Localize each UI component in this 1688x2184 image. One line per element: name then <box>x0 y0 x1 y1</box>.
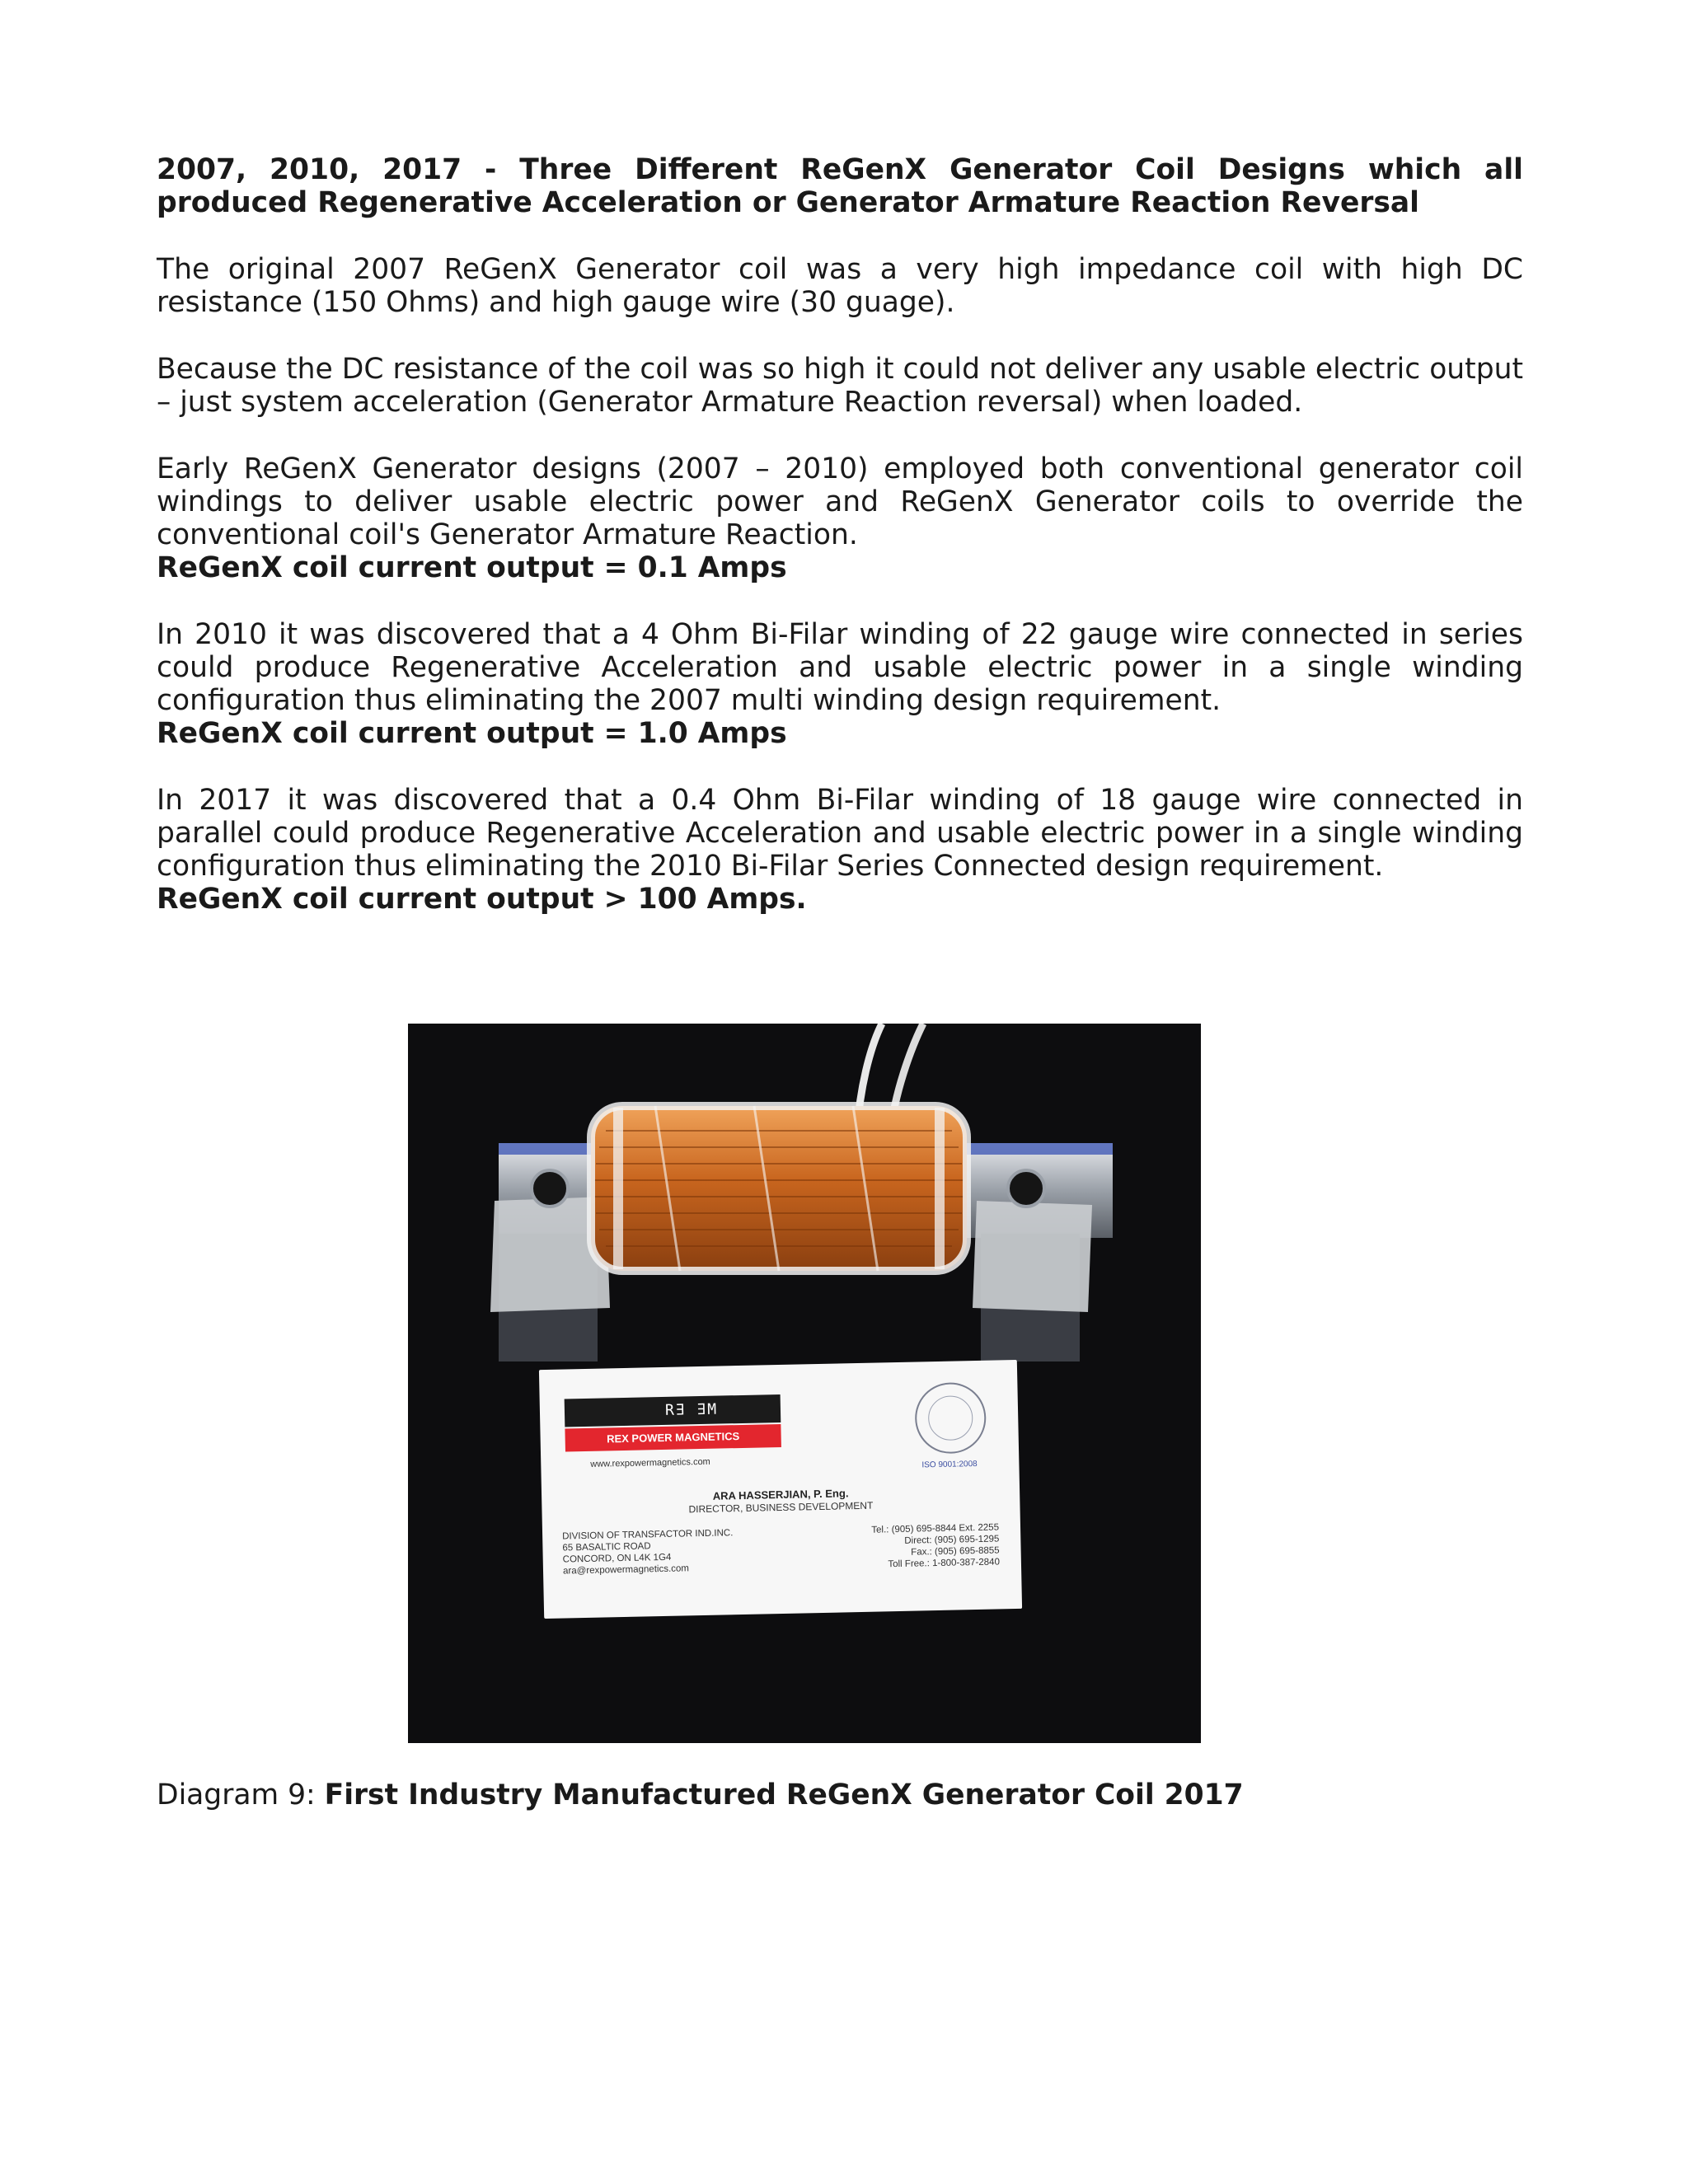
paragraph-early-designs: Early ReGenX Generator designs (2007 – 2010) employed both conventional generator coil windings to deliver usable electric power and ReGenX Generator coils to override the conventional coil's Generator Armature Reaction. <box>157 452 1523 551</box>
current-output-2007: ReGenX coil current output = 0.1 Amps <box>157 551 787 584</box>
card-phone-line: Direct: (905) 695-1295 <box>904 1534 1000 1546</box>
mount-hole-left <box>532 1170 568 1207</box>
paragraph-2010-discovery: In 2010 it was discovered that a 4 Ohm Bi-Filar winding of 22 gauge wire connected in series could produce Regenerative Acceleration and usable electric power in a single winding configuration thus eliminating the 2007 multi winding design requirement. <box>157 618 1523 717</box>
coil-photo <box>408 1024 1201 1743</box>
paragraph-2017-discovery: In 2017 it was discovered that a 0.4 Ohm Bi-Filar winding of 18 gauge wire connected in parallel could produce Regenerative Acceleration and usable electric power in a single winding configuration thus eliminating the 2010 Bi-Filar Series Connected design requirement. <box>157 784 1523 883</box>
card-address-line: 65 BASALTIC ROAD <box>562 1541 651 1554</box>
card-phones <box>871 1521 1000 1570</box>
card-person-name: ARA HASSERJIAN, P. Eng. <box>712 1487 849 1502</box>
card-website: www.rexpowermagnetics.com <box>590 1456 710 1469</box>
document-body <box>157 153 1523 916</box>
card-address-line: CONCORD, ON L4K 1G4 <box>562 1552 672 1565</box>
current-output-2017: ReGenX coil current output > 100 Amps. <box>157 883 807 916</box>
mount-hole-right <box>1008 1170 1044 1207</box>
caption-title: First Industry Manufactured ReGenX Generator Coil 2017 <box>324 1779 1244 1811</box>
card-address-line: DIVISION OF TRANSFACTOR IND.INC. <box>562 1528 734 1542</box>
card-company-name: REX POWER MAGNETICS <box>565 1424 781 1451</box>
card-logo-mark: R∃ ∃M <box>664 1400 719 1419</box>
card-person-title: DIRECTOR, BUSINESS DEVELOPMENT <box>688 1499 874 1516</box>
paragraph-dc-resistance: Because the DC resistance of the coil was so high it could not deliver any usable electric output – just system acceleration (Generator Armature Reaction reversal) when loaded. <box>157 353 1523 419</box>
page-heading: 2007, 2010, 2017 - Three Different ReGenX Generator Coil Designs which all produced Regenerative Acceleration or Generator Armature Reaction Reversal <box>157 153 1523 219</box>
card-email: ara@rexpowermagnetics.com <box>562 1563 690 1577</box>
card-phone-line: Tel.: (905) 695-8844 Ext. 2255 <box>871 1522 1000 1535</box>
paragraph-original-coil: The original 2007 ReGenX Generator coil was a very high impedance coil with high DC resistance (150 Ohms) and high gauge wire (30 guage). <box>157 253 1523 319</box>
card-phone-line: Toll Free.: 1-800-387-2840 <box>888 1557 1001 1570</box>
caption-prefix: Diagram 9: <box>157 1779 325 1811</box>
certification-seal-icon <box>914 1382 987 1455</box>
card-phone-line: Fax.: (905) 695-8855 <box>911 1545 1000 1558</box>
card-address <box>562 1527 734 1577</box>
business-card <box>539 1360 1022 1619</box>
card-iso: ISO 9001:2008 <box>921 1459 978 1470</box>
figure-caption <box>157 1779 1244 1811</box>
current-output-2010: ReGenX coil current output = 1.0 Amps <box>157 717 787 750</box>
